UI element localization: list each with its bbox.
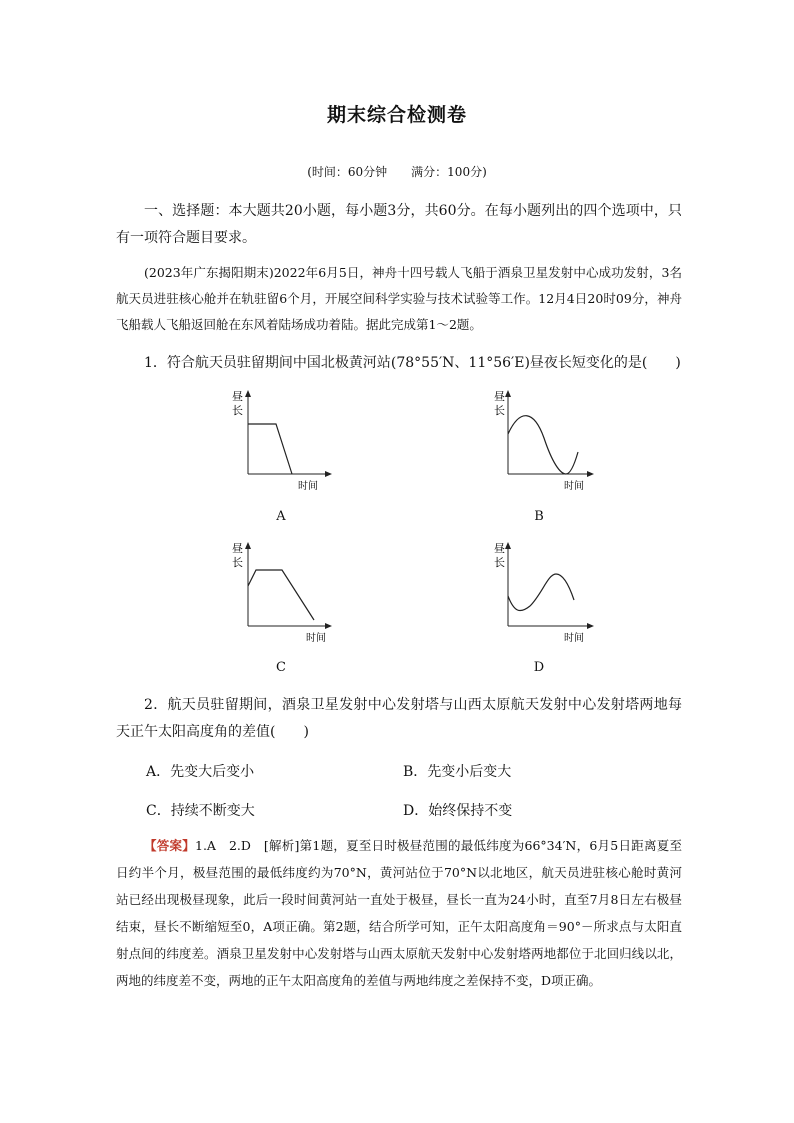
graph-c[interactable] [224,540,344,648]
question-2-stem: 2．航天员驻留期间，酒泉卫星发射中心发射塔与山西太原航天发射中心发射塔两地每天正午太阳高度角的差值( ) [116,697,682,740]
graph-b-ylabel-bottom: 长 [494,404,505,417]
graph-d-xlabel: 时间 [564,633,584,644]
answer-tag: 【答案】 [144,838,195,853]
graph-d-ylabel-top: 昼 [494,542,505,555]
graph-b-caption: B [534,509,544,524]
graph-d-caption: D [533,660,545,675]
graph-a-xlabel: 时间 [298,481,318,492]
exam-meta: (时间：60分钟 满分：100分) [307,165,487,179]
graph-b-curve [508,416,578,474]
graph-a-x-arrow [325,471,332,477]
option-d[interactable]: D．始终保持不变 [403,803,513,819]
graph-b[interactable] [486,388,606,496]
graph-d[interactable] [486,540,606,648]
graph-c-ylabel-top: 昼 [232,542,243,555]
graph-d-ylabel-bottom: 长 [494,556,505,569]
question-1-stem: 1．符合航天员驻留期间中国北极黄河站(78°55′N、11°56′E)昼夜长短变化的是( ) [144,355,681,371]
graph-c-ylabel-bottom: 长 [232,556,243,569]
answer-text: 1.A 2.D [解析]第1题，夏至日时极昼范围的最低纬度为66°34′N，6月5日距离夏至日约半个月，极昼范围的最低纬度约为70°N，黄河站位于70°N以北地区，航天员进驻核心舱时黄河站已经出现极昼现象，此后一段时间黄河站一直处于极昼，昼长一直为24小时，直至7月8日左右极昼结束，昼长不断缩短至0，A项正确。第2题，结合所学可知，正午太阳高度角＝90°－所求点与太阳直射点间的纬度差。酒泉卫星发射中心发射塔与山西太原航天发射中心发射塔两地都位于北回归线以北，两地的纬度差不变，两地的正午太阳高度角的差值与两地纬度之差保持不变，D项正确。 [116,838,682,988]
graph-c-xlabel: 时间 [306,633,326,644]
graph-c-caption: C [276,660,286,675]
option-b[interactable]: B．先变小后变大 [403,764,512,780]
passage: (2023年广东揭阳期末)2022年6月5日，神舟十四号载人飞船于酒泉卫星发射中心成功发射，3名航天员进驻核心舱并在轨驻留6个月，开展空间科学实验与技术试验等工作。12月4日20时09分，神舟飞船载人飞船返回舱在东风着陆场成功着陆。据此完成第1～2题。 [116,265,682,332]
graph-b-xlabel: 时间 [564,481,584,492]
graph-c-x-arrow [325,623,332,629]
graph-a-caption: A [276,509,286,524]
graph-a[interactable] [224,388,344,496]
graph-c-curve [248,570,314,620]
graph-a-ylabel-top: 昼 [232,390,243,403]
section-intro: 一、选择题：本大题共20小题，每小题3分，共60分。在每小题列出的四个选项中，只有一项符合题目要求。 [116,203,682,246]
page-title: 期末综合检测卷 [326,104,467,126]
graph-b-y-arrow [505,390,511,397]
graph-d-x-arrow [587,623,594,629]
graph-a-y-arrow [245,390,251,397]
graph-b-x-arrow [587,471,594,477]
graph-a-ylabel-bottom: 长 [232,404,243,417]
graph-b-ylabel-top: 昼 [494,390,505,403]
option-a[interactable]: A．先变大后变小 [146,764,255,780]
graph-c-y-arrow [245,542,251,549]
graph-d-curve [508,574,574,611]
graph-d-y-arrow [505,542,511,549]
option-c[interactable]: C．持续不断变大 [146,803,255,819]
answer-block [116,832,682,994]
graph-a-curve [248,424,292,474]
